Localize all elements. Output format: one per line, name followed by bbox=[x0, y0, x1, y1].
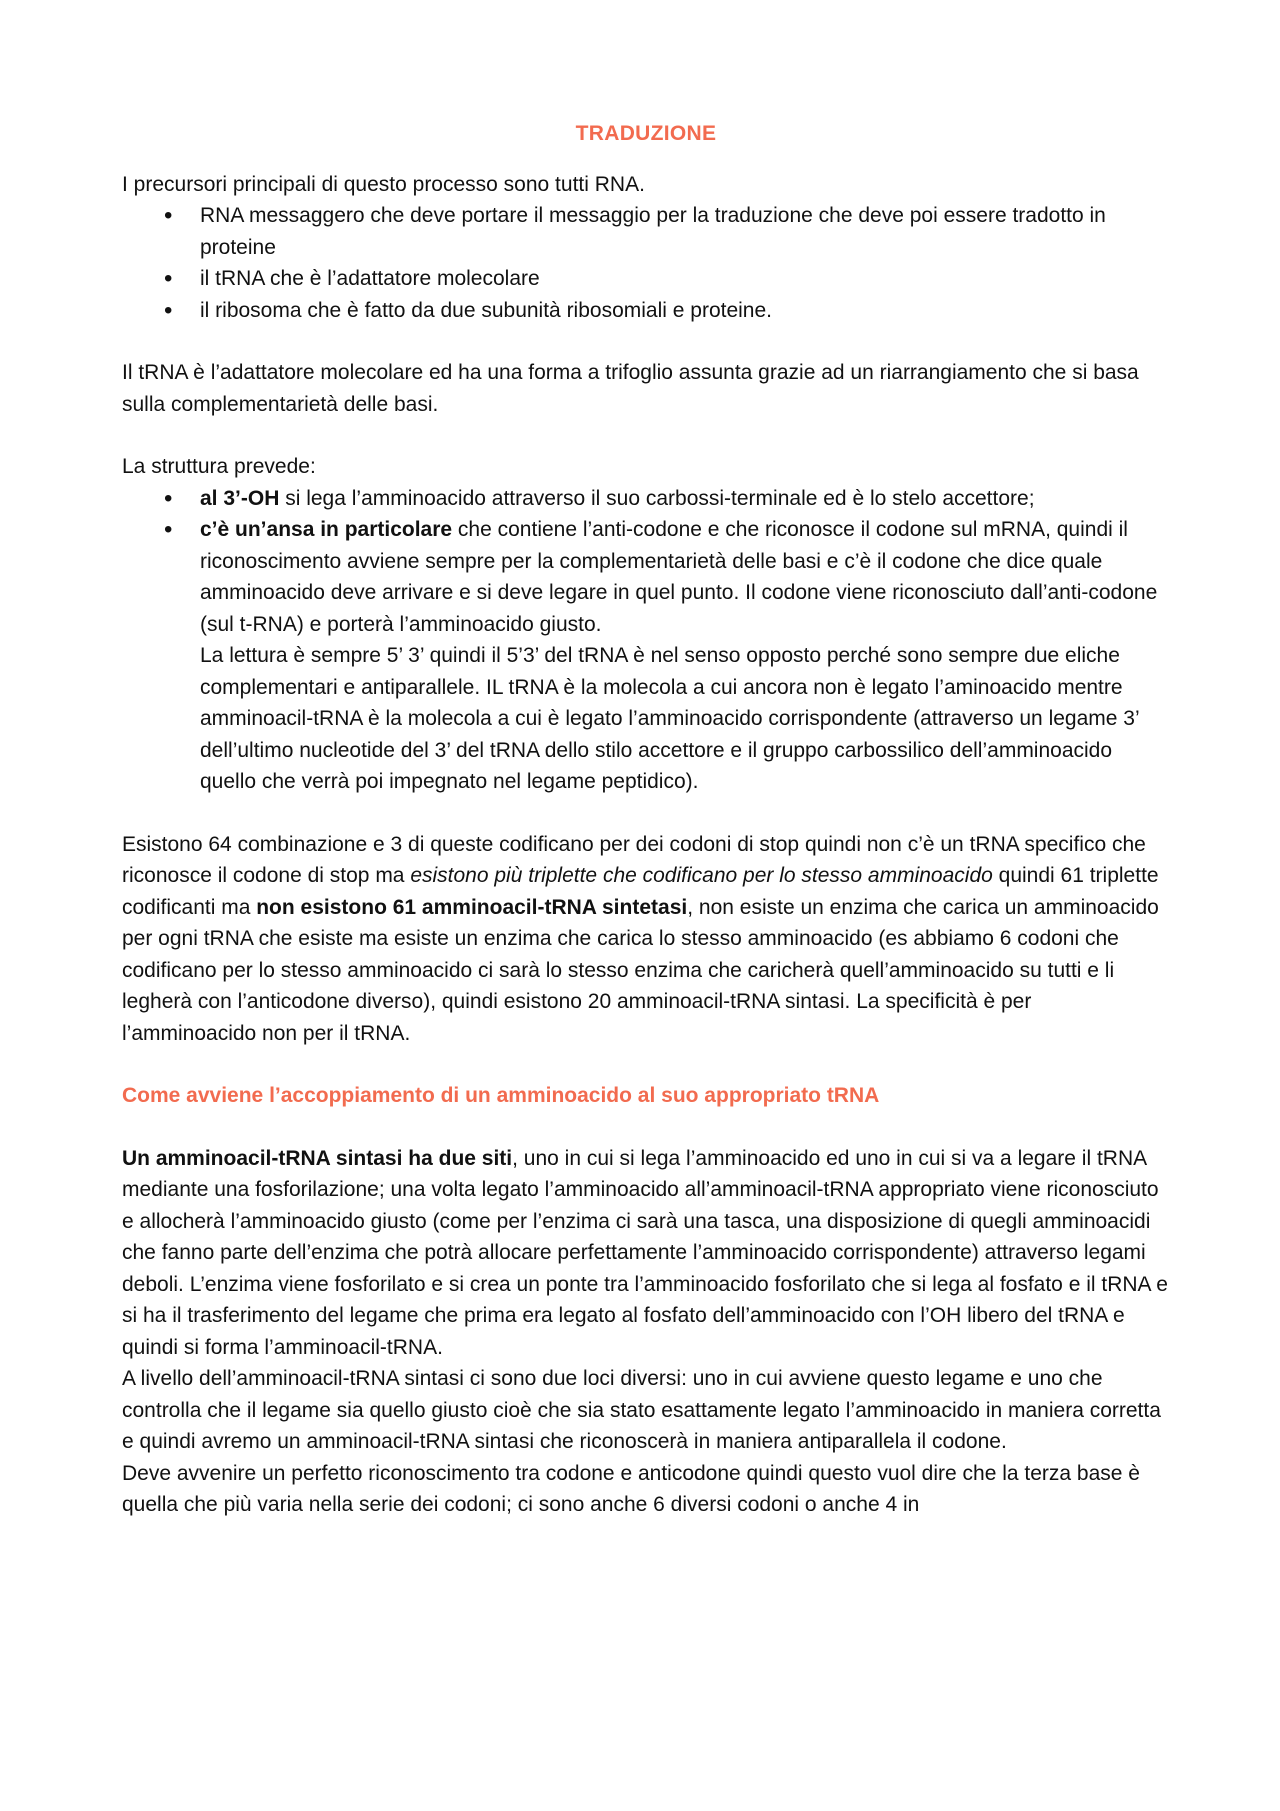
list-item bbox=[122, 483, 1170, 515]
document-page bbox=[122, 118, 1170, 1521]
loci-paragraph: A livello dell’amminoacil-tRNA sintasi ci sono due loci diversi: uno in cui avviene questo legame e uno che controlla che il legame sia quello giusto cioè che sia stato esattamente legato l’amminoacido in maniera corretta e quindi avremo un amminoacil-tRNA sintasi che riconoscerà in maniera antiparallela il codone. bbox=[122, 1367, 1161, 1453]
structure-list bbox=[122, 483, 1170, 798]
intro-paragraph: I precursori principali di questo processo sono tutti RNA. bbox=[122, 172, 645, 196]
list-item-text: si lega l’amminoacido attraverso il suo carbossi-terminale ed è lo stelo accettore; bbox=[279, 486, 1035, 510]
bold-term: al 3’-OH bbox=[200, 486, 280, 510]
bold-term: c’è un’ansa in particolare bbox=[200, 518, 453, 541]
page-title: TRADUZIONE bbox=[575, 122, 717, 145]
text-run: , uno in cui si lega l’amminoacido ed uno in cui si va a legare il tRNA mediante una fosforilazione; una volta legato l’amminoacido all’amminoacil-tRNA appropriato viene riconosciuto e allocherà l’amminoacido giusto (come per l’enzima ci sarà una tasca, una disposizione di quegli amminoacidi che fanno parte dell’enzima che potrà allocare perfettamente l’amminoacido corrispondente) attraverso legami deboli. L’enzima viene fosforilato e si crea un ponte tra l’amminoacido fosforilato che si lega al fosfato e il tRNA e si ha il trasferimento del legame che prima era legato al fosfato dell’amminoacido con l’OH libero del tRNA e quindi si forma l’amminoacil-tRNA. bbox=[122, 1146, 1168, 1359]
combinations-paragraph bbox=[122, 829, 1170, 1050]
list-item: • RNA messaggero che deve portare il messaggio per la traduzione che deve poi essere tradotto in proteine bbox=[122, 200, 1170, 263]
section-heading: Come avviene l’accoppiamento di un amminoacido al suo appropriato tRNA bbox=[122, 1084, 880, 1107]
list-item: • il ribosoma che è fatto da due subunità ribosomiali e proteine. bbox=[122, 295, 1170, 327]
bold-run: non esistono 61 amminoacil-tRNA sintetasi bbox=[256, 895, 688, 919]
list-item-text: che contiene l’anti-codone e che riconosce il codone sul mRNA, quindi il riconoscimento avviene sempre per la complementarietà delle basi e c’è il codone che dice quale amminoacido deve arrivare e si deve legare in quel punto. Il codone viene riconosciuto dall’anti-codone (sul t-RNA) e porterà l’amminoacido giusto. bbox=[200, 518, 1158, 636]
structure-intro: La struttura prevede: bbox=[122, 455, 316, 478]
precursor-list bbox=[122, 200, 1170, 326]
list-item bbox=[122, 514, 1170, 798]
list-item: • il tRNA che è l’adattatore molecolare bbox=[122, 263, 1170, 295]
bold-run: Un amminoacil-tRNA sintasi ha due siti bbox=[122, 1146, 513, 1170]
synthase-paragraph bbox=[122, 1143, 1170, 1364]
trna-paragraph: Il tRNA è l’adattatore molecolare ed ha una forma a trifoglio assunta grazie ad un riarrangiamento che si basa sulla complementarietà delle basi. bbox=[122, 361, 1139, 416]
text-run: Esistono 64 combinazione e 3 di queste codificano per dei codoni di stop quindi non c’è un tRNA specifico che riconosce il codone di stop ma bbox=[122, 832, 1146, 887]
list-item-continuation: La lettura è sempre 5’ 3’ quindi il 5’3’ del tRNA è nel senso opposto perché sono sempre due eliche complementari e antiparallele. IL tRNA è la molecola a cui ancora non è legato l’aminoacido mentre amminoacil-tRNA è la molecola a cui è legato l’amminoacido corrispondente (attraverso un legame 3’ dell’ultimo nucleotide del 3’ del tRNA dello stilo accettore e il gruppo carbossilico dell’amminoacido quello che verrà poi impegnato nel legame peptidico). bbox=[200, 644, 1139, 793]
recognition-paragraph: Deve avvenire un perfetto riconoscimento tra codone e anticodone quindi questo vuol dire che la terza base è quella che più varia nella serie dei codoni; ci sono anche 6 diversi codoni o anche 4 in bbox=[122, 1461, 1140, 1516]
italic-run: esistono più triplette che codificano per lo stesso amminoacido bbox=[410, 864, 993, 887]
text-run: quindi 61 triplette codificanti ma bbox=[122, 864, 1159, 919]
text-run: , non esiste un enzima che carica un amminoacido per ogni tRNA che esiste ma esiste un enzima che carica lo stesso amminoacido (es abbiamo 6 codoni che codificano per lo stesso amminoacido ci sarà lo stesso enzima che caricherà quell’amminoacido su tutti e li legherà con l’anticodone diverso), quindi esistono 20 amminoacil-tRNA sintasi. La specificità è per l’amminoacido non per il tRNA. bbox=[122, 895, 1159, 1045]
